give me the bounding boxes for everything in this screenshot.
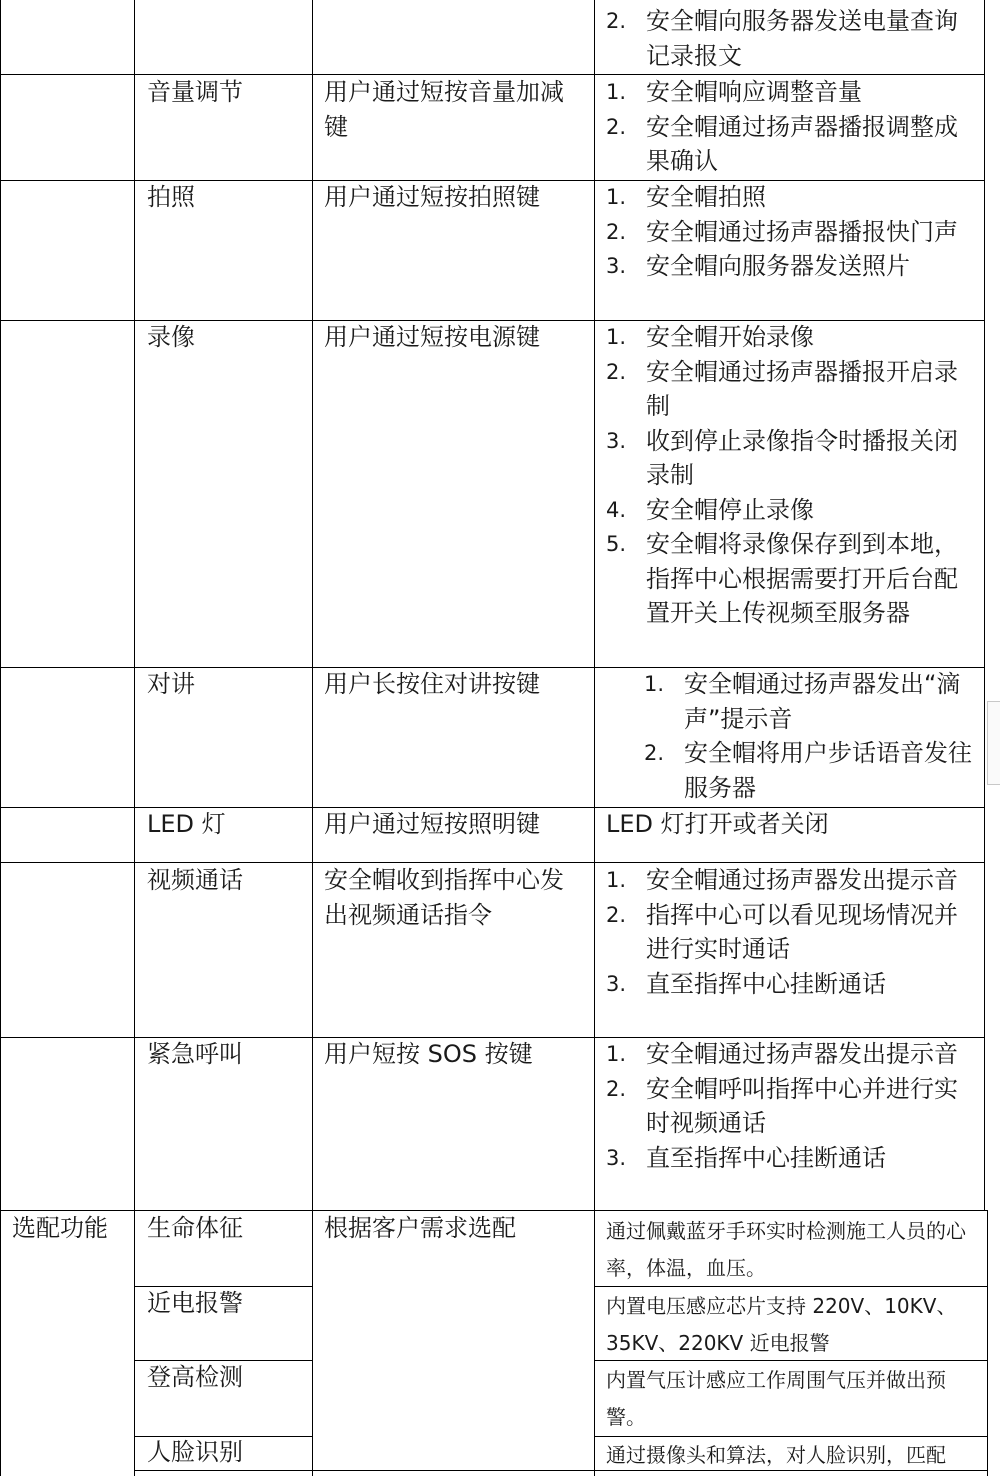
list-number: 2. — [606, 9, 627, 33]
feature-cell: 人脸识别 — [147, 1438, 243, 1466]
list-number: 1. — [606, 868, 627, 892]
list-item — [644, 667, 976, 736]
list-text: 安全帽将录像保存到到本地，指挥中心根据需要打开后台配置开关上传视频至服务器 — [646, 530, 958, 627]
list-item — [606, 215, 976, 250]
list-text: 安全帽将用户步话语音发往服务器 — [684, 739, 972, 802]
operation-cell: 用户通过短按照明键 — [324, 810, 540, 838]
border-col3 — [594, 0, 595, 1476]
description-cell: 通过摄像头和算法，对人脸识别，匹配 — [606, 1443, 946, 1467]
list-text: 安全帽通过扬声器发出提示音 — [646, 1040, 958, 1068]
operation-cell: 用户通过短按拍照键 — [324, 183, 540, 211]
border-left — [0, 0, 1, 1476]
list-text: 安全帽向服务器发送电量查询记录报文 — [646, 7, 958, 70]
list-item — [606, 4, 976, 73]
list-item — [606, 1072, 976, 1141]
operation-cell: 用户通过短按电源键 — [324, 323, 540, 351]
list-text: 安全帽向服务器发送照片 — [646, 252, 910, 280]
scroll-indicator[interactable] — [987, 701, 1000, 785]
result-cell — [644, 667, 976, 805]
list-item — [606, 110, 976, 179]
list-text: 安全帽开始录像 — [646, 323, 814, 351]
description-cell: 通过佩戴蓝牙手环实时检测施工人员的心率，体温，血压。 — [606, 1219, 966, 1280]
list-text: 安全帽通过扬声器播报快门声 — [646, 217, 958, 246]
list-number: 4. — [606, 497, 627, 522]
description-cell: 内置气压计感应工作周围气压并做出预警。 — [606, 1368, 946, 1429]
list-number: 3. — [606, 1145, 627, 1170]
list-number: 2. — [606, 114, 627, 139]
list-item — [606, 863, 976, 898]
list-item — [606, 180, 976, 215]
list-text: 安全帽呼叫指挥中心并进行实时视频通话 — [646, 1074, 958, 1137]
list-text: 安全帽通过扬声器播报调整成果确认 — [646, 112, 958, 175]
result-cell — [606, 75, 976, 179]
list-text: 安全帽通过扬声器播报开启录制 — [646, 357, 958, 420]
list-item — [644, 736, 976, 805]
result-cell — [606, 1037, 976, 1175]
list-number: 1. — [606, 80, 627, 104]
list-item — [606, 493, 976, 528]
feature-cell: 音量调节 — [147, 78, 243, 106]
operation-cell: 安全帽收到指挥中心发出视频通话指令 — [324, 866, 564, 929]
list-number: 5. — [606, 532, 627, 556]
description-cell: 内置电压感应芯片支持 220V、10KV、35KV、220KV 近电报警 — [606, 1294, 957, 1355]
list-number: 3. — [606, 428, 627, 453]
category-cell: 选配功能 — [12, 1214, 108, 1242]
list-text: 安全帽通过扬声器发出“滴声”提示音 — [684, 670, 961, 733]
list-text: 安全帽拍照 — [646, 183, 766, 211]
border-right-upper — [984, 0, 985, 1211]
result-cell: LED 灯打开或者关闭 — [606, 810, 829, 838]
result-cell — [606, 180, 976, 284]
list-text: 安全帽停止录像 — [646, 495, 814, 524]
list-number: 3. — [606, 254, 627, 278]
feature-cell: 近电报警 — [147, 1289, 243, 1317]
result-cell — [606, 320, 976, 631]
list-number: 2. — [606, 359, 627, 384]
list-item — [606, 1037, 976, 1072]
operation-cell: 用户短按 SOS 按键 — [324, 1040, 533, 1068]
list-item — [606, 527, 976, 631]
feature-cell: LED 灯 — [147, 810, 226, 838]
list-number: 1. — [606, 1042, 627, 1066]
list-item — [606, 249, 976, 284]
list-item — [606, 355, 976, 424]
list-number: 1. — [606, 325, 627, 349]
list-number: 2. — [606, 902, 627, 927]
result-cell — [606, 863, 976, 1001]
list-item — [606, 75, 976, 110]
operation-cell: 根据客户需求选配 — [324, 1214, 516, 1242]
operation-cell: 用户通过短按音量加减键 — [324, 78, 564, 141]
result-cell — [606, 4, 976, 73]
border-col2 — [312, 0, 313, 1476]
list-number: 1. — [606, 185, 627, 209]
list-item — [606, 898, 976, 967]
list-number: 3. — [606, 971, 627, 996]
list-item — [606, 320, 976, 355]
feature-cell: 视频通话 — [147, 866, 243, 894]
feature-cell: 登高检测 — [147, 1363, 243, 1391]
list-item — [606, 424, 976, 493]
list-number: 1. — [644, 672, 665, 696]
operation-cell: 用户长按住对讲按键 — [324, 670, 540, 698]
border-col1 — [134, 0, 135, 1476]
list-text: 收到停止录像指令时播报关闭录制 — [646, 426, 958, 489]
list-item — [606, 967, 976, 1002]
list-text: 安全帽响应调整音量 — [646, 78, 862, 106]
list-number: 2. — [606, 1076, 627, 1101]
list-text: 指挥中心可以看见现场情况并进行实时通话 — [646, 900, 958, 963]
list-text: 直至指挥中心挂断通话 — [646, 1143, 886, 1172]
list-number: 2. — [606, 219, 627, 244]
feature-cell: 生命体征 — [147, 1214, 243, 1242]
list-number: 2. — [644, 741, 665, 765]
list-item — [606, 1141, 976, 1176]
list-text: 直至指挥中心挂断通话 — [646, 969, 886, 998]
feature-cell: 对讲 — [147, 670, 195, 698]
list-text: 安全帽通过扬声器发出提示音 — [646, 866, 958, 894]
feature-cell: 录像 — [147, 323, 195, 351]
feature-cell: 拍照 — [147, 183, 195, 211]
feature-cell: 紧急呼叫 — [147, 1040, 243, 1068]
